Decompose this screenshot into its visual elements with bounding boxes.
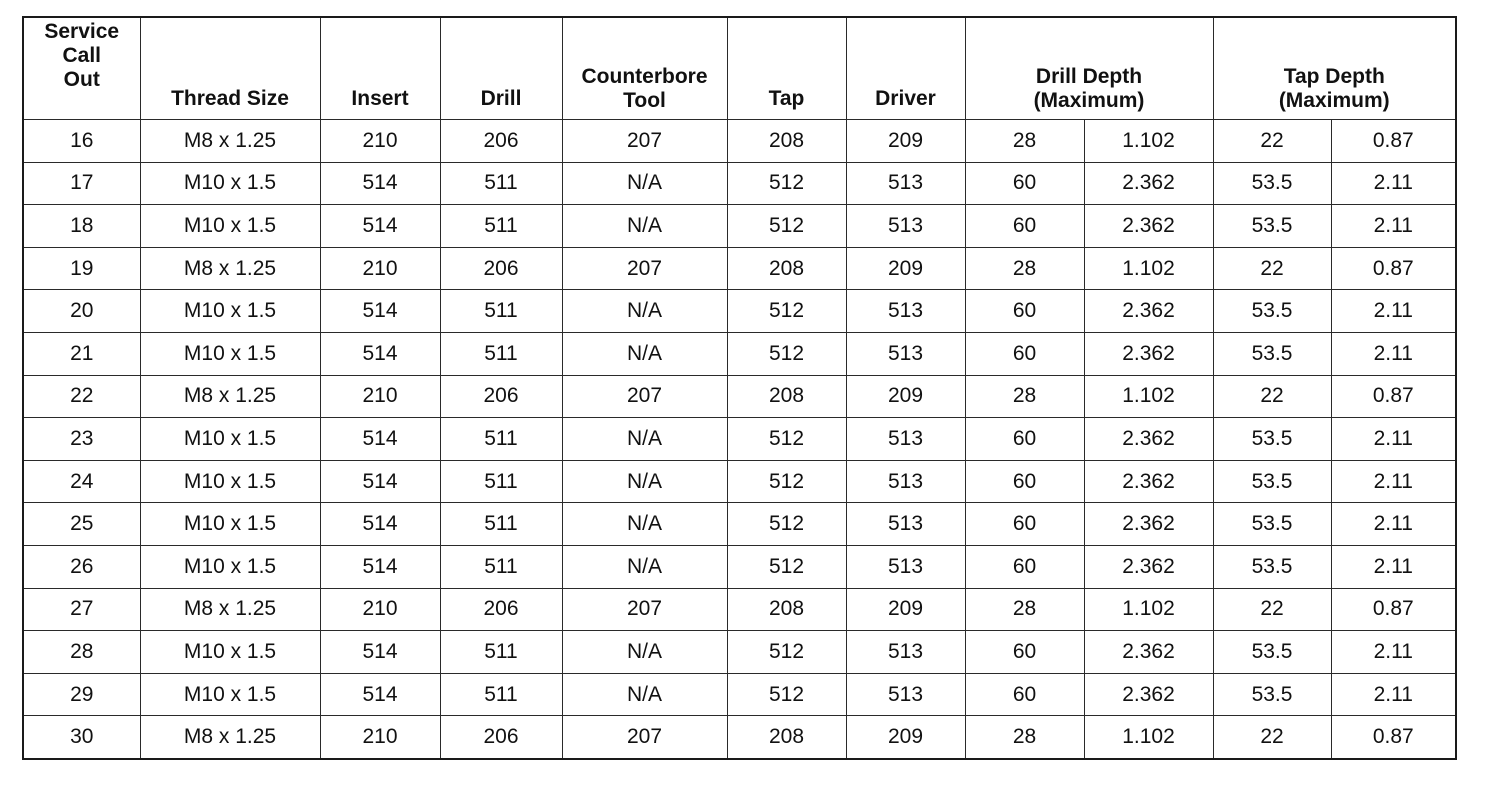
cell-drill-depth-in: 2.362 [1084,460,1213,503]
cell-thread-size: M10 x 1.5 [140,545,320,588]
cell-service-call-out: 16 [23,120,140,163]
cell-counterbore-tool: N/A [562,205,727,248]
cell-tap-depth-in: 2.11 [1331,205,1456,248]
cell-drill-depth-mm: 60 [965,290,1084,333]
cell-tap-depth-mm: 22 [1213,120,1331,163]
cell-thread-size: M8 x 1.25 [140,375,320,418]
table-row [23,205,1456,248]
cell-thread-size: M10 x 1.5 [140,631,320,674]
table-row [23,545,1456,588]
cell-tap-depth-in: 2.11 [1331,503,1456,546]
cell-driver: 513 [846,205,965,248]
cell-drill: 206 [440,247,562,290]
cell-service-call-out: 29 [23,673,140,716]
cell-tap-depth-mm: 53.5 [1213,545,1331,588]
cell-thread-size: M10 x 1.5 [140,418,320,461]
cell-tap-depth-mm: 22 [1213,588,1331,631]
cell-tap: 208 [727,716,846,759]
cell-tap-depth-mm: 53.5 [1213,332,1331,375]
cell-drill: 511 [440,631,562,674]
header-row [23,17,1456,120]
cell-drill-depth-mm: 28 [965,375,1084,418]
table-row [23,673,1456,716]
cell-tap-depth-mm: 22 [1213,375,1331,418]
cell-tap-depth-in: 0.87 [1331,375,1456,418]
insert-tooling-table [22,16,1457,760]
cell-service-call-out: 17 [23,162,140,205]
cell-tap: 512 [727,631,846,674]
header-drill: Drill [440,17,562,120]
cell-tap-depth-mm: 53.5 [1213,205,1331,248]
cell-tap-depth-mm: 53.5 [1213,418,1331,461]
cell-drill-depth-in: 2.362 [1084,631,1213,674]
cell-service-call-out: 22 [23,375,140,418]
cell-tap: 512 [727,205,846,248]
cell-tap-depth-in: 2.11 [1331,545,1456,588]
cell-drill-depth-in: 2.362 [1084,332,1213,375]
header-service-call-out-line-1: Service [44,20,120,43]
cell-service-call-out: 27 [23,588,140,631]
cell-driver: 513 [846,418,965,461]
cell-thread-size: M10 x 1.5 [140,460,320,503]
cell-driver: 513 [846,290,965,333]
cell-drill-depth-mm: 60 [965,545,1084,588]
header-tap-depth-line-1: Tap Depth [1283,65,1385,88]
cell-driver: 513 [846,332,965,375]
cell-drill-depth-in: 2.362 [1084,205,1213,248]
cell-counterbore-tool: N/A [562,332,727,375]
cell-service-call-out: 25 [23,503,140,546]
table-row [23,716,1456,759]
cell-insert: 514 [320,332,440,375]
cell-insert: 514 [320,205,440,248]
table-row [23,418,1456,461]
header-service-call-out-line-3: Out [63,68,100,91]
cell-drill: 511 [440,545,562,588]
cell-drill-depth-mm: 60 [965,418,1084,461]
header-insert: Insert [320,17,440,120]
cell-thread-size: M10 x 1.5 [140,673,320,716]
cell-thread-size: M10 x 1.5 [140,503,320,546]
cell-counterbore-tool: N/A [562,545,727,588]
cell-tap-depth-in: 0.87 [1331,588,1456,631]
cell-driver: 209 [846,247,965,290]
cell-drill: 206 [440,588,562,631]
header-counterbore-tool [562,17,727,120]
header-service-call-out-line-2: Call [62,44,101,67]
cell-insert: 514 [320,418,440,461]
cell-insert: 514 [320,290,440,333]
cell-drill-depth-in: 1.102 [1084,716,1213,759]
cell-thread-size: M8 x 1.25 [140,588,320,631]
cell-tap-depth-mm: 53.5 [1213,290,1331,333]
cell-drill-depth-mm: 60 [965,332,1084,375]
cell-drill-depth-mm: 28 [965,588,1084,631]
cell-drill-depth-mm: 60 [965,631,1084,674]
cell-insert: 210 [320,375,440,418]
cell-drill: 511 [440,418,562,461]
cell-insert: 514 [320,631,440,674]
cell-drill-depth-in: 2.362 [1084,503,1213,546]
cell-service-call-out: 28 [23,631,140,674]
cell-driver: 209 [846,120,965,163]
cell-counterbore-tool: 207 [562,247,727,290]
cell-drill-depth-mm: 60 [965,460,1084,503]
header-drill-depth [965,17,1213,120]
cell-driver: 513 [846,673,965,716]
cell-drill-depth-in: 2.362 [1084,545,1213,588]
header-driver: Driver [846,17,965,120]
cell-tap: 512 [727,673,846,716]
cell-insert: 514 [320,673,440,716]
cell-tap: 512 [727,290,846,333]
cell-counterbore-tool: N/A [562,460,727,503]
cell-thread-size: M8 x 1.25 [140,247,320,290]
cell-thread-size: M10 x 1.5 [140,205,320,248]
cell-driver: 209 [846,588,965,631]
header-counterbore-tool-line-1: Counterbore [581,65,708,88]
cell-drill-depth-in: 1.102 [1084,120,1213,163]
table-row [23,162,1456,205]
table-body [23,120,1456,759]
cell-service-call-out: 26 [23,545,140,588]
cell-counterbore-tool: N/A [562,418,727,461]
header-counterbore-tool-line-2: Tool [623,89,666,112]
cell-tap-depth-mm: 53.5 [1213,460,1331,503]
cell-thread-size: M10 x 1.5 [140,290,320,333]
cell-counterbore-tool: N/A [562,290,727,333]
table-row [23,631,1456,674]
cell-service-call-out: 23 [23,418,140,461]
cell-tap: 512 [727,162,846,205]
cell-tap-depth-in: 2.11 [1331,290,1456,333]
cell-drill-depth-in: 1.102 [1084,588,1213,631]
cell-tap-depth-mm: 53.5 [1213,162,1331,205]
cell-tap-depth-mm: 53.5 [1213,503,1331,546]
cell-service-call-out: 20 [23,290,140,333]
cell-driver: 209 [846,716,965,759]
table-row [23,290,1456,333]
cell-drill-depth-mm: 60 [965,205,1084,248]
cell-tap-depth-in: 2.11 [1331,631,1456,674]
table-row [23,503,1456,546]
cell-tap-depth-mm: 22 [1213,247,1331,290]
cell-drill-depth-mm: 60 [965,673,1084,716]
cell-drill-depth-in: 2.362 [1084,162,1213,205]
header-thread-size: Thread Size [140,17,320,120]
cell-counterbore-tool: 207 [562,120,727,163]
cell-drill: 206 [440,120,562,163]
cell-service-call-out: 18 [23,205,140,248]
cell-thread-size: M10 x 1.5 [140,332,320,375]
cell-thread-size: M8 x 1.25 [140,120,320,163]
cell-drill: 511 [440,673,562,716]
cell-insert: 514 [320,460,440,503]
cell-service-call-out: 19 [23,247,140,290]
cell-counterbore-tool: 207 [562,375,727,418]
cell-drill-depth-mm: 28 [965,120,1084,163]
cell-drill: 511 [440,290,562,333]
cell-drill-depth-in: 2.362 [1084,290,1213,333]
cell-service-call-out: 30 [23,716,140,759]
cell-drill: 511 [440,460,562,503]
header-tap-depth-line-2: (Maximum) [1278,89,1390,112]
cell-tap-depth-in: 2.11 [1331,673,1456,716]
table-row [23,375,1456,418]
cell-drill-depth-in: 2.362 [1084,418,1213,461]
cell-drill: 206 [440,716,562,759]
cell-counterbore-tool: N/A [562,631,727,674]
cell-drill-depth-in: 1.102 [1084,375,1213,418]
cell-tap: 512 [727,545,846,588]
cell-insert: 210 [320,716,440,759]
cell-service-call-out: 21 [23,332,140,375]
cell-driver: 513 [846,631,965,674]
cell-driver: 513 [846,545,965,588]
cell-drill: 511 [440,332,562,375]
cell-tap-depth-in: 2.11 [1331,332,1456,375]
table-row [23,460,1456,503]
table-row [23,588,1456,631]
header-drill-depth-line-1: Drill Depth [1035,65,1143,88]
cell-tap: 208 [727,120,846,163]
table-row [23,332,1456,375]
cell-drill-depth-mm: 60 [965,503,1084,546]
cell-insert: 210 [320,247,440,290]
cell-tap: 512 [727,503,846,546]
header-tap-depth [1213,17,1456,120]
cell-tap-depth-in: 2.11 [1331,162,1456,205]
cell-driver: 513 [846,503,965,546]
cell-tap-depth-mm: 53.5 [1213,631,1331,674]
cell-service-call-out: 24 [23,460,140,503]
cell-insert: 514 [320,503,440,546]
cell-drill: 511 [440,503,562,546]
cell-drill-depth-mm: 60 [965,162,1084,205]
cell-thread-size: M8 x 1.25 [140,716,320,759]
cell-drill-depth-in: 2.362 [1084,673,1213,716]
cell-drill-depth-mm: 28 [965,716,1084,759]
cell-counterbore-tool: 207 [562,716,727,759]
cell-tap-depth-in: 0.87 [1331,247,1456,290]
cell-tap: 208 [727,247,846,290]
cell-drill: 511 [440,162,562,205]
cell-drill-depth-mm: 28 [965,247,1084,290]
cell-insert: 210 [320,588,440,631]
cell-tap: 208 [727,375,846,418]
cell-thread-size: M10 x 1.5 [140,162,320,205]
cell-tap-depth-mm: 53.5 [1213,673,1331,716]
cell-insert: 514 [320,162,440,205]
header-drill-depth-line-2: (Maximum) [1033,89,1145,112]
cell-drill: 511 [440,205,562,248]
header-tap: Tap [727,17,846,120]
cell-insert: 514 [320,545,440,588]
cell-tap-depth-in: 2.11 [1331,418,1456,461]
cell-drill: 206 [440,375,562,418]
header-service-call-out [23,17,140,120]
cell-tap-depth-in: 0.87 [1331,716,1456,759]
cell-tap-depth-in: 0.87 [1331,120,1456,163]
table-row [23,247,1456,290]
cell-counterbore-tool: N/A [562,162,727,205]
cell-tap: 512 [727,332,846,375]
cell-insert: 210 [320,120,440,163]
cell-tap: 512 [727,460,846,503]
cell-counterbore-tool: N/A [562,673,727,716]
cell-tap-depth-in: 2.11 [1331,460,1456,503]
cell-counterbore-tool: 207 [562,588,727,631]
cell-counterbore-tool: N/A [562,503,727,546]
cell-tap-depth-mm: 22 [1213,716,1331,759]
cell-tap: 208 [727,588,846,631]
table-row [23,120,1456,163]
cell-drill-depth-in: 1.102 [1084,247,1213,290]
cell-tap: 512 [727,418,846,461]
cell-driver: 513 [846,162,965,205]
cell-driver: 513 [846,460,965,503]
table-header [23,17,1456,120]
cell-driver: 209 [846,375,965,418]
